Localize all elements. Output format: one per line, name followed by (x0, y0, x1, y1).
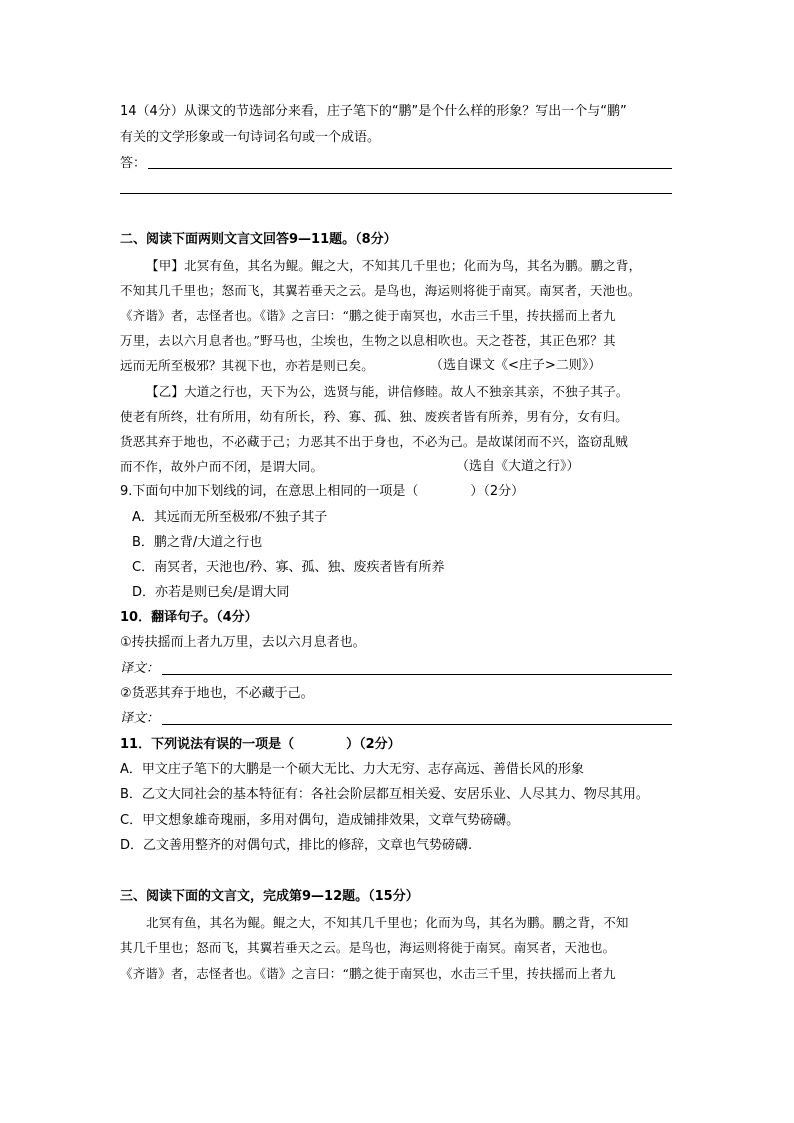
jia-source: （选自课文《<庄子>二则》） (430, 358, 602, 373)
jia-line-3: 《齐谐》者，志怪者也。《谐》之言曰：“鹏之徙于南冥也，水击三千里，抟扶摇而上者九 (120, 308, 616, 323)
q11-heading: 11．下列说法有误的一项是（ ）（2分） (120, 737, 401, 752)
q11-option-b[interactable]: B．乙文大同社会的基本特征有：各社会阶层都互相关爱、安居乐业、人尽其力、物尽其用。 (120, 787, 649, 802)
yi-line-3: 货恶其弃于地也，不必藏于己；力恶其不出于身也，不必为己。是故谋闭而不兴，盗窃乱贼 (120, 434, 629, 449)
jia-line-5: 远而无所至极邪？其视下也，亦若是则已矣。 (120, 358, 375, 373)
jia-line-1: 【甲】北冥有鱼，其名为鲲。鲲之大，不知其几千里也；化而为鸟，其名为鹏。鹏之背， (146, 258, 642, 273)
q10-translation-line-1[interactable] (162, 674, 672, 675)
q14-answer-line-1[interactable] (148, 168, 672, 169)
q14-line-2: 有关的文学形象或一句诗词名句或一个成语。 (120, 130, 381, 145)
yi-line-2: 使老有所终，壮有所用，幼有所长，矜、寡、孤、独、废疾者皆有所养，男有分，女有归。 (120, 409, 629, 424)
section3-line-1: 北冥有鱼，其名为鲲。鲲之大，不知其几千里也；化而为鸟，其名为鹏。鹏之背，不知 (146, 915, 629, 930)
q10-sentence-2: ②货恶其弃于地也，不必藏于己。 (120, 686, 314, 701)
section3-line-2: 其几千里也；怒而飞，其翼若垂天之云。是鸟也，海运则将徙于南冥。南冥者，天池也。 (120, 940, 616, 955)
q9-option-d[interactable]: D．亦若是则已矣/是谓大同 (132, 585, 290, 600)
q10-sentence-1: ①抟扶摇而上者九万里，去以六月息者也。 (120, 635, 366, 650)
q10-translation-label-1: 译文： (120, 661, 160, 676)
q14-answer-line-2[interactable] (120, 193, 672, 194)
q10-translation-line-2[interactable] (162, 724, 672, 725)
q9-option-c[interactable]: C．南冥者，天池也/矜、寡、孤、独、废疾者皆有所养 (132, 560, 445, 575)
jia-line-4: 万里，去以六月息者也。”野马也，尘埃也，生物之以息相吹也。天之苍苍，其正色邪？其 (120, 333, 616, 348)
q10-translation-label-2: 译文： (120, 711, 160, 726)
section3-line-3: 《齐谐》者，志怪者也。《谐》之言曰：“鹏之徙于南冥也，水击三千里，抟扶摇而上者九 (120, 966, 616, 981)
q14-answer-label: 答： (120, 156, 147, 171)
q11-option-c[interactable]: C．甲文想象雄奇瑰丽，多用对偶句，造成铺排效果，文章气势磅礴。 (120, 813, 520, 828)
q10-heading: 10．翻译句子。（4分） (120, 610, 258, 625)
yi-line-1: 【乙】大道之行也，天下为公，选贤与能，讲信修睦。故人不独亲其亲，不独子其子。 (146, 384, 629, 399)
q11-option-d[interactable]: D．乙文善用整齐的对偶句式，排比的修辞，文章也气势磅礴. (120, 838, 473, 853)
q9-option-a[interactable]: A．其远而无所至极邪/不独子其子 (132, 510, 328, 525)
yi-line-4: 而不作，故外户而不闭，是谓大同。 (120, 459, 324, 474)
yi-source: （选自《大道之行》） (456, 459, 580, 474)
section3-heading: 三、阅读下面的文言文，完成第9—12题。（15分） (120, 889, 419, 904)
section2-heading: 二、阅读下面两则文言文回答9—11题。（8分） (120, 232, 397, 247)
q9-stem: 9.下面句中加下划线的词，在意思上相同的一项是（ ）（2分） (120, 484, 525, 499)
q9-option-b[interactable]: B．鹏之背/大道之行也 (132, 535, 263, 550)
jia-line-2: 不知其几千里也；怒而飞，其翼若垂天之云。是鸟也，海运则将徙于南冥。南冥者，天池也。 (120, 283, 641, 298)
q11-option-a[interactable]: A．甲文庄子笔下的大鹏是一个硕大无比、力大无穷、志存高远、善借长风的形象 (120, 762, 584, 777)
q14-line-1: 14（4分）从课文的节选部分来看，庄子笔下的“鹏”是个什么样的形象？写出一个与“鹏” (120, 104, 627, 119)
